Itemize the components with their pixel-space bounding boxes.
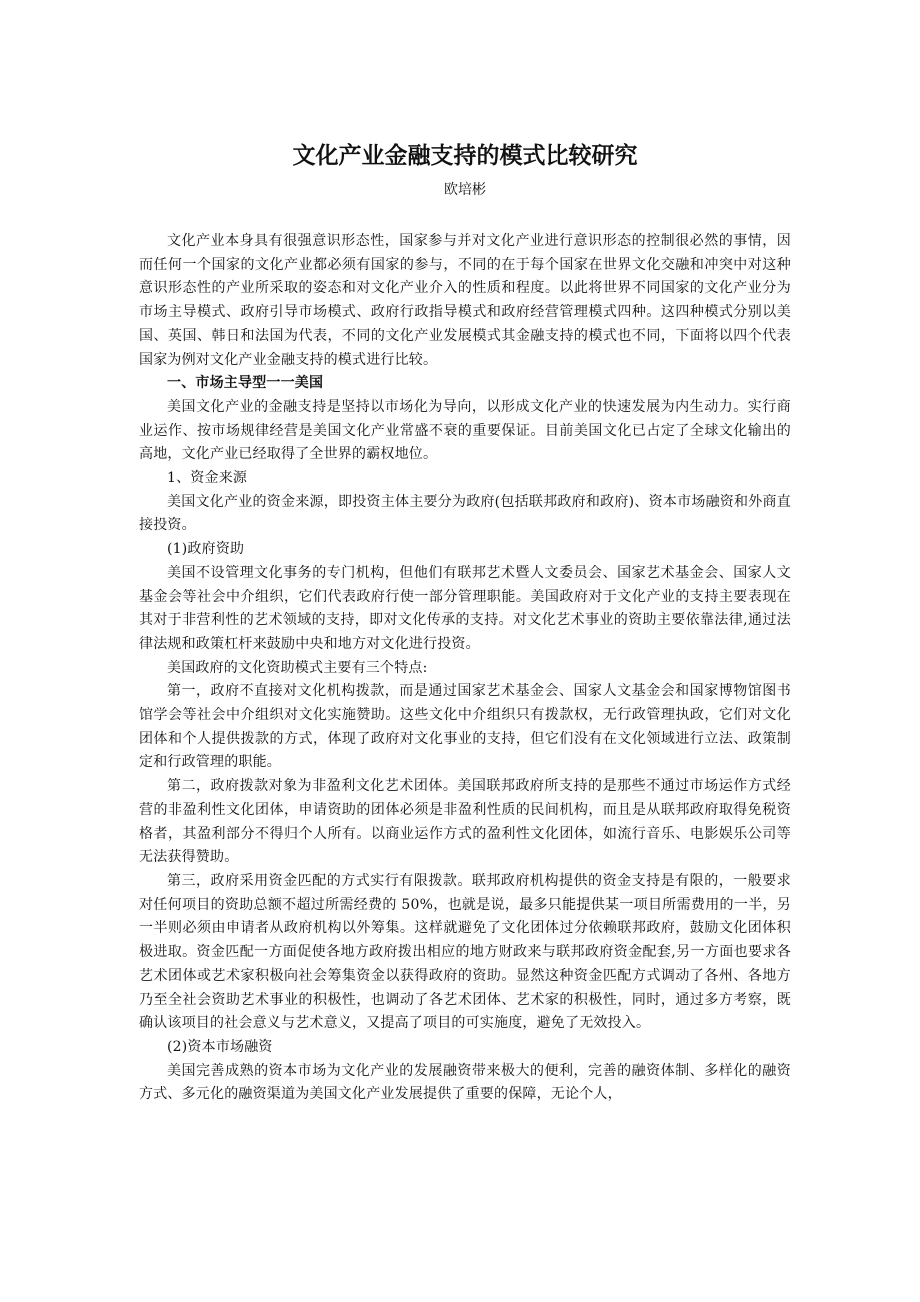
paragraph: (1)政府资助 [167, 541, 245, 558]
section-heading: 一、市场主导型一一美国 [167, 375, 324, 392]
paragraph: 文化产业本身具有很强意识形态性，国家参与并对文化产业进行意识形态的控制很必然的事情，因而任何一个国家的文化产业都必须有国家的参与，不同的在于每个国家在世界文化交融和冲突中对这种意识形态性的产业所采取的姿态和对文化产业介入的性质和程度。以此将世界不同国家的文化产业分为市场主导模式、政府引导市场模式、政府行政指导模式和政府经营管理模式四种。这四种模式分别以美国、英国、韩日和法国为代表，不同的文化产业发展模式其金融支持的模式也不同，下面将以四个代表国家为例对文化产业金融支持的模式进行比较。 [139, 233, 791, 368]
paragraph: 美国不设管理文化事务的专门机构，但他们有联邦艺术暨人文委员会、国家艺术基金会、国家人文基金会等社会中介组织，它们代表政府行使一部分管理职能。美国政府对于文化产业的支持主要表现在其对于非营利性的艺术领域的支持，即对文化传承的支持。对文化艺术事业的资助主要依靠法律,通过法律法规和政策杠杆来鼓励中央和地方对文化进行投资。 [139, 564, 791, 652]
document-author: 欧培彬 [444, 182, 486, 198]
paragraph: 第一，政府不直接对文化机构拨款，而是通过国家艺术基金会、国家人文基金会和国家博物馆图书馆学会等社会中介组织对文化实施赞助。这些文化中介组织只有拨款权，无行政管理执政，它们对文化团体和个人提供拨款的方式，体现了政府对文化事业的支持，但它们没有在文化领域进行立法、政策制定和行政管理的职能。 [139, 683, 791, 771]
document-title: 文化产业金融支持的模式比较研究 [292, 142, 638, 169]
paragraph: 美国政府的文化资助模式主要有三个特点: [167, 659, 428, 676]
paragraph: 美国文化产业的资金来源，即投资主体主要分为政府(包括联邦政府和政府)、资本市场融资和外商直接投资。 [139, 493, 791, 534]
paragraph: 美国完善成熟的资本市场为文化产业的发展融资带来极大的便利，完善的融资体制、多样化的融资方式、多元化的融资渠道为美国文化产业发展提供了重要的保障，无论个人， [139, 1062, 791, 1103]
paragraph: 第二，政府拨款对象为非盈利文化艺术团体。美国联邦政府所支持的是那些不通过市场运作方式经营的非盈利性文化团体，申请资助的团体必须是非盈利性质的民间机构，而且是从联邦政府取得免税资格者，其盈利部分不得归个人所有。以商业运作方式的盈利性文化团体，如流行音乐、电影娱乐公司等无法获得赞助。 [139, 778, 791, 866]
paragraph: 第三，政府采用资金匹配的方式实行有限拨款。联邦政府机构提供的资金支持是有限的，一般要求对任何项目的资助总额不超过所需经费的 50%，也就是说，最多只能提供某一项目所需费用的一半，另一半则必须由申请者从政府机构以外筹集。这样就避免了文化团体过分依赖联邦政府，鼓励文化团体积极进取。资金匹配一方面促使各地方政府拨出相应的地方财政来与联邦政府资金配套,另一方面也要求各艺术团体或艺术家积极向社会筹集资金以获得政府的资助。显然这种资金匹配方式调动了各州、各地方乃至全社会资助艺术事业的积极性，也调动了各艺术团体、艺术家的积极性，同时，通过多方考察，既确认该项目的社会意义与艺术意义，又提高了项目的可实施度，避免了无效投入。 [139, 872, 791, 1032]
paragraph: 1、资金来源 [167, 470, 248, 487]
paragraph: (2)资本市场融资 [167, 1038, 273, 1055]
document-body [139, 230, 791, 1107]
paragraph: 美国文化产业的金融支持是坚持以市场化为导向，以形成文化产业的快速发展为内生动力。实行商业运作、按市场规律经营是美国文化产业常盛不衰的重要保证。目前美国文化已占定了全球文化输出的高地，文化产业已经取得了全世界的霸权地位。 [139, 398, 791, 463]
document-page [139, 140, 791, 1107]
